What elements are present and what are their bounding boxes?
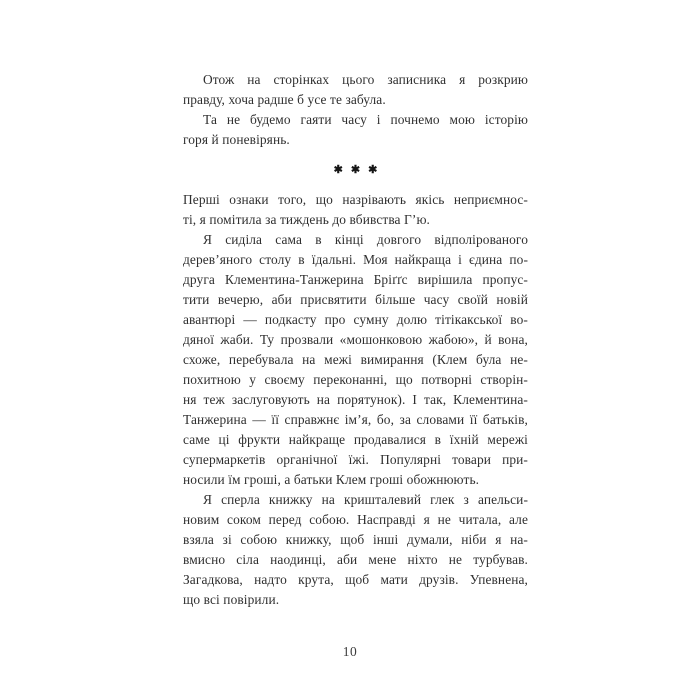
text-line: Я сперла книжку на кришталевий глек з апельси-	[203, 492, 528, 507]
text-line: супермаркетів органічної їжі. Популярні товари при-	[183, 452, 528, 467]
scene-break-asterism-icon: ✱✱✱	[333, 164, 386, 176]
text-line: ня теж заслуговують на порятунок). І так, Клементина-	[183, 392, 528, 407]
paragraph	[183, 190, 528, 230]
text-line: саме ці фрукти найкраще продавалися в їхній мережі	[183, 432, 528, 447]
text-line: дерев’яного столу в їдальні. Моя найкраща і єдина по-	[183, 252, 528, 267]
text-line: правду, хоча радше б усе те забула.	[183, 92, 386, 107]
text-line: схоже, перебувала на межі вимирання (Клем була не-	[183, 352, 528, 367]
text-line: тити вечерю, аби присвятити більше часу своїй новій	[183, 292, 528, 307]
paragraph	[183, 110, 528, 150]
text-line: Отож на сторінках цього записника я розкрию	[203, 72, 528, 87]
page-number: 10	[342, 644, 358, 659]
paragraph	[183, 490, 528, 610]
text-line: ті, я помітила за тиждень до вбивства Г’ю.	[183, 212, 431, 227]
text-line: носили їм гроші, а батьки Клем гроші обожнюють.	[183, 472, 480, 487]
paragraph	[183, 230, 528, 490]
text-line: похитною у своєму переконанні, що потворні створін-	[183, 372, 528, 387]
text-line: Перші ознаки того, що назрівають якісь неприємнос-	[183, 192, 528, 207]
text-line: Та не будемо гаяти часу і почнемо мою історію	[203, 112, 528, 127]
text-line: дяної жаби. Ту прозвали «мошонковою жабою», й вона,	[183, 332, 528, 347]
text-line: друга Клементина-Танжерина Бріґґс вирішила пропус-	[183, 272, 528, 287]
text-line: новим соком перед собою. Насправді я не читала, але	[183, 512, 528, 527]
paragraph	[183, 70, 528, 110]
text-line: Я сиділа сама в кінці довгого відполірованого	[203, 232, 528, 247]
text-line: Загадкова, надто крута, щоб мати друзів. Упевнена,	[183, 572, 528, 587]
text-line: взяла зі собою книжку, щоб інші думали, ніби я на-	[183, 532, 528, 547]
text-line: авантюрі — подкасту про сумну долю тітікакської во-	[183, 312, 528, 327]
text-line: горя й поневірянь.	[183, 132, 290, 147]
text-line: Танжерина — її справжнє ім’я, бо, за словами її батьків,	[183, 412, 528, 427]
text-line: вмисно сіла наодинці, аби мене ніхто не турбував.	[183, 552, 528, 567]
text-column	[183, 70, 528, 610]
text-line: що всі повірили.	[183, 592, 280, 607]
